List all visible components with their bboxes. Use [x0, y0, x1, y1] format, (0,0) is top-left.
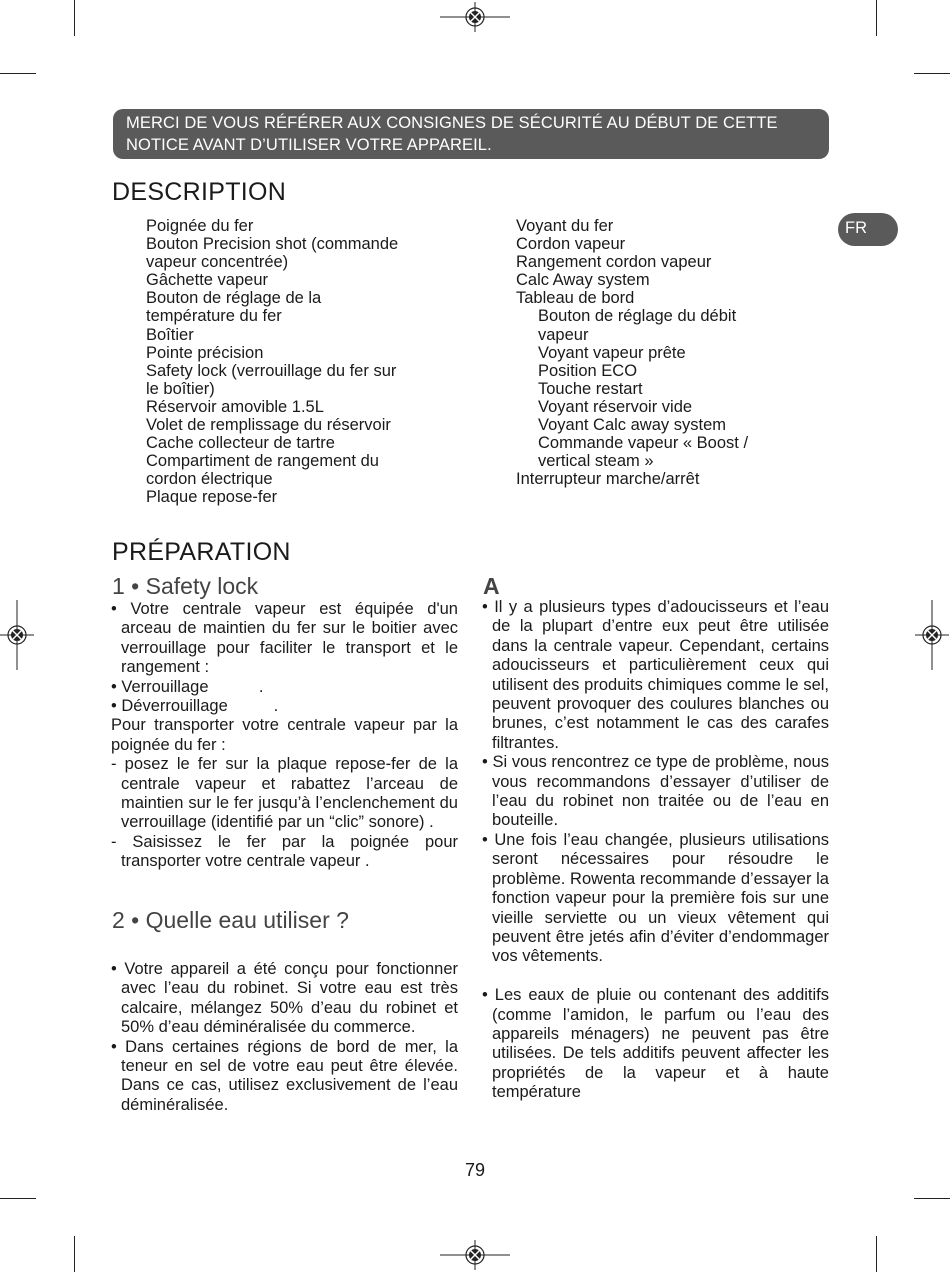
registration-mark-icon — [440, 2, 510, 32]
crop-mark — [0, 73, 36, 74]
crop-mark — [914, 73, 950, 74]
list-item: Poignée du fer — [146, 217, 254, 235]
list-item: Volet de remplissage du réservoir — [146, 416, 391, 435]
safety-lock-text — [111, 600, 458, 872]
list-item: Réservoir amovible 1.5L — [146, 397, 324, 416]
list-item: Interrupteur marche/arrêt — [516, 470, 700, 489]
list-item: Bouton de réglage du débit — [538, 307, 737, 326]
crop-mark — [0, 1198, 36, 1199]
list-item: Cordon vapeur — [516, 235, 626, 254]
safety-banner — [113, 109, 829, 159]
list-item: Boîtier — [146, 325, 194, 344]
list-item: Gâchette vapeur — [146, 271, 268, 290]
paragraph: • Déverrouillage . — [111, 697, 279, 716]
paragraph: Pour transporter votre centrale vapeur par la poignée du fer : — [111, 716, 458, 754]
list-item: Bouton de réglage de la — [146, 289, 322, 308]
crop-mark — [74, 0, 75, 36]
list-item: vapeur concentrée) — [146, 253, 289, 272]
list-item: Safety lock (verrouillage du fer sur — [146, 361, 397, 380]
section-title-description: DESCRIPTION — [112, 178, 287, 206]
list-item: Voyant du fer — [516, 217, 614, 235]
list-item: vertical steam » — [538, 452, 654, 471]
banner-line: MERCI DE VOUS RÉFÉRER AUX CONSIGNES DE SÉCURITÉ AU DÉBUT DE CETTE — [126, 114, 778, 132]
list-item: Compartiment de rangement du — [146, 452, 379, 471]
paragraph: • Verrouillage . — [111, 677, 264, 696]
list-item: Cache collecteur de tartre — [146, 434, 335, 453]
list-item: Voyant vapeur prête — [538, 343, 686, 362]
crop-mark — [876, 0, 877, 36]
registration-mark-icon — [440, 1240, 510, 1270]
list-item: Pointe précision — [146, 343, 264, 362]
water-softener-text — [482, 598, 829, 1103]
crop-mark — [914, 1198, 950, 1199]
list-item: le boîtier) — [146, 379, 215, 398]
description-list-right — [516, 217, 816, 488]
paragraph: - posez le fer sur la plaque repose-fer de la centrale vapeur et rabattez l’arceau de maintien sur le fer jusqu’à l’enclenchement du verrouillage (identifié par un “clic” sonore) . — [111, 755, 458, 832]
registration-mark-icon — [0, 600, 34, 670]
page-number: 79 — [464, 1160, 486, 1180]
list-item: vapeur — [538, 325, 589, 344]
list-item: Voyant Calc away system — [538, 416, 726, 435]
section-title-preparation: PRÉPARATION — [112, 538, 291, 566]
paragraph: • Dans certaines régions de bord de mer, la teneur en sel de votre eau peut être élevée. Dans ce cas, utilisez exclusivement de l’eau déminéralisée. — [111, 1037, 458, 1114]
paragraph: • Les eaux de pluie ou contenant des additifs (comme l’amidon, le parfum ou l’eau des appareils ménagers) ne peuvent pas être utilisées. De tels additifs peuvent affecter les propriétés de la vapeur et à haute température — [482, 986, 829, 1102]
list-item: Plaque repose-fer — [146, 488, 278, 507]
list-item: Position ECO — [538, 361, 638, 380]
list-item: Tableau de bord — [516, 289, 635, 308]
language-tab: FR — [838, 213, 898, 246]
list-item: Voyant réservoir vide — [538, 397, 693, 416]
list-item: cordon électrique — [146, 470, 273, 489]
water-text — [111, 960, 458, 1115]
description-list-left — [146, 217, 456, 507]
paragraph: • Si vous rencontrez ce type de problème, nous vous recommandons d’essayer d’utiliser de l’eau du robinet non traitée ou de l’eau en bouteille. — [482, 753, 829, 830]
list-item: Rangement cordon vapeur — [516, 253, 712, 272]
paragraph: • Votre centrale vapeur est équipée d'un arceau de maintien du fer sur le boitier avec verrouillage pour faciliter le transport et le rangement : — [111, 600, 458, 677]
subsection-title-water: 2 • Quelle eau utiliser ? — [112, 907, 349, 933]
subsection-title-a: A — [483, 573, 500, 599]
list-item: température du fer — [146, 307, 282, 326]
paragraph: • Une fois l’eau changée, plusieurs utilisations seront nécessaires pour résoudre le problème. Rowenta recommande d’essayer la fonction vapeur pour la première fois sur une vieille serviette ou un vieux vêtement qui peuvent être jetés afin d’éviter d’endommager vos vêtements. — [482, 830, 829, 966]
subsection-title-safety-lock: 1 • Safety lock — [112, 573, 259, 599]
paragraph: • Il y a plusieurs types d’adoucisseurs et l’eau de la plupart d’entre eux peut être utilisée dans la centrale vapeur. Cependant, certains adoucisseurs et particulièrement ceux qui utilisent des produits chimiques comme le sel, peuvent provoquer des coulures blanches ou brunes, c’est notamment le cas des carafes filtrantes. — [482, 598, 829, 752]
crop-mark — [74, 1236, 75, 1272]
paragraph: - Saisissez le fer par la poignée pour transporter votre centrale vapeur . — [111, 832, 458, 871]
paragraph: • Votre appareil a été conçu pour fonctionner avec l’eau du robinet. Si votre eau est très calcaire, mélangez 50% d’eau du robinet et 50% d’eau déminéralisée du commerce. — [111, 960, 458, 1037]
list-item: Touche restart — [538, 379, 643, 398]
list-item: Calc Away system — [516, 271, 650, 290]
banner-line: NOTICE AVANT D’UTILISER VOTRE APPAREIL. — [126, 136, 492, 154]
list-item: Bouton Precision shot (commande — [146, 235, 399, 254]
registration-mark-icon — [915, 600, 949, 670]
list-item: Commande vapeur « Boost / — [538, 434, 749, 453]
crop-mark — [876, 1236, 877, 1272]
